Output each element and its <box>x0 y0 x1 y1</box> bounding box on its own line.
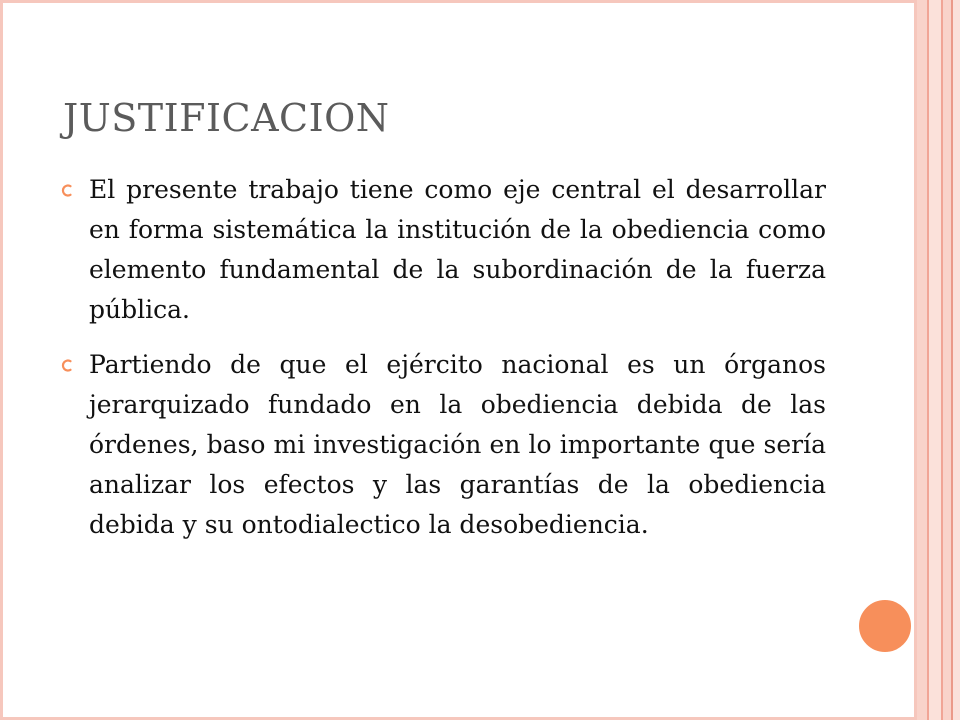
bullet-icon <box>60 183 73 198</box>
stripe <box>929 0 941 720</box>
slide-title: JUSTIFICACION <box>63 96 390 140</box>
bullet-icon <box>60 358 73 373</box>
bullet-item <box>60 345 826 545</box>
stripe <box>943 0 951 720</box>
bullet-list <box>60 170 826 560</box>
decorative-circle <box>856 597 914 655</box>
bullet-item <box>60 170 826 330</box>
stripe <box>917 0 927 720</box>
bullet-text: Partiendo de que el ejército nacional es un órganos jerarquizado fundado en la obediencia debida de las órdenes, baso mi investigación en lo importante que sería analizar los efectos y las garantías de la obediencia debida y su ontodialectico la desobediencia. <box>89 350 826 539</box>
decorative-stripes <box>917 0 960 720</box>
bullet-text: El presente trabajo tiene como eje central el desarrollar en forma sistemática la institución de la obediencia como elemento fundamental de la subordinación de la fuerza pública. <box>89 175 826 324</box>
stripe <box>953 0 960 720</box>
